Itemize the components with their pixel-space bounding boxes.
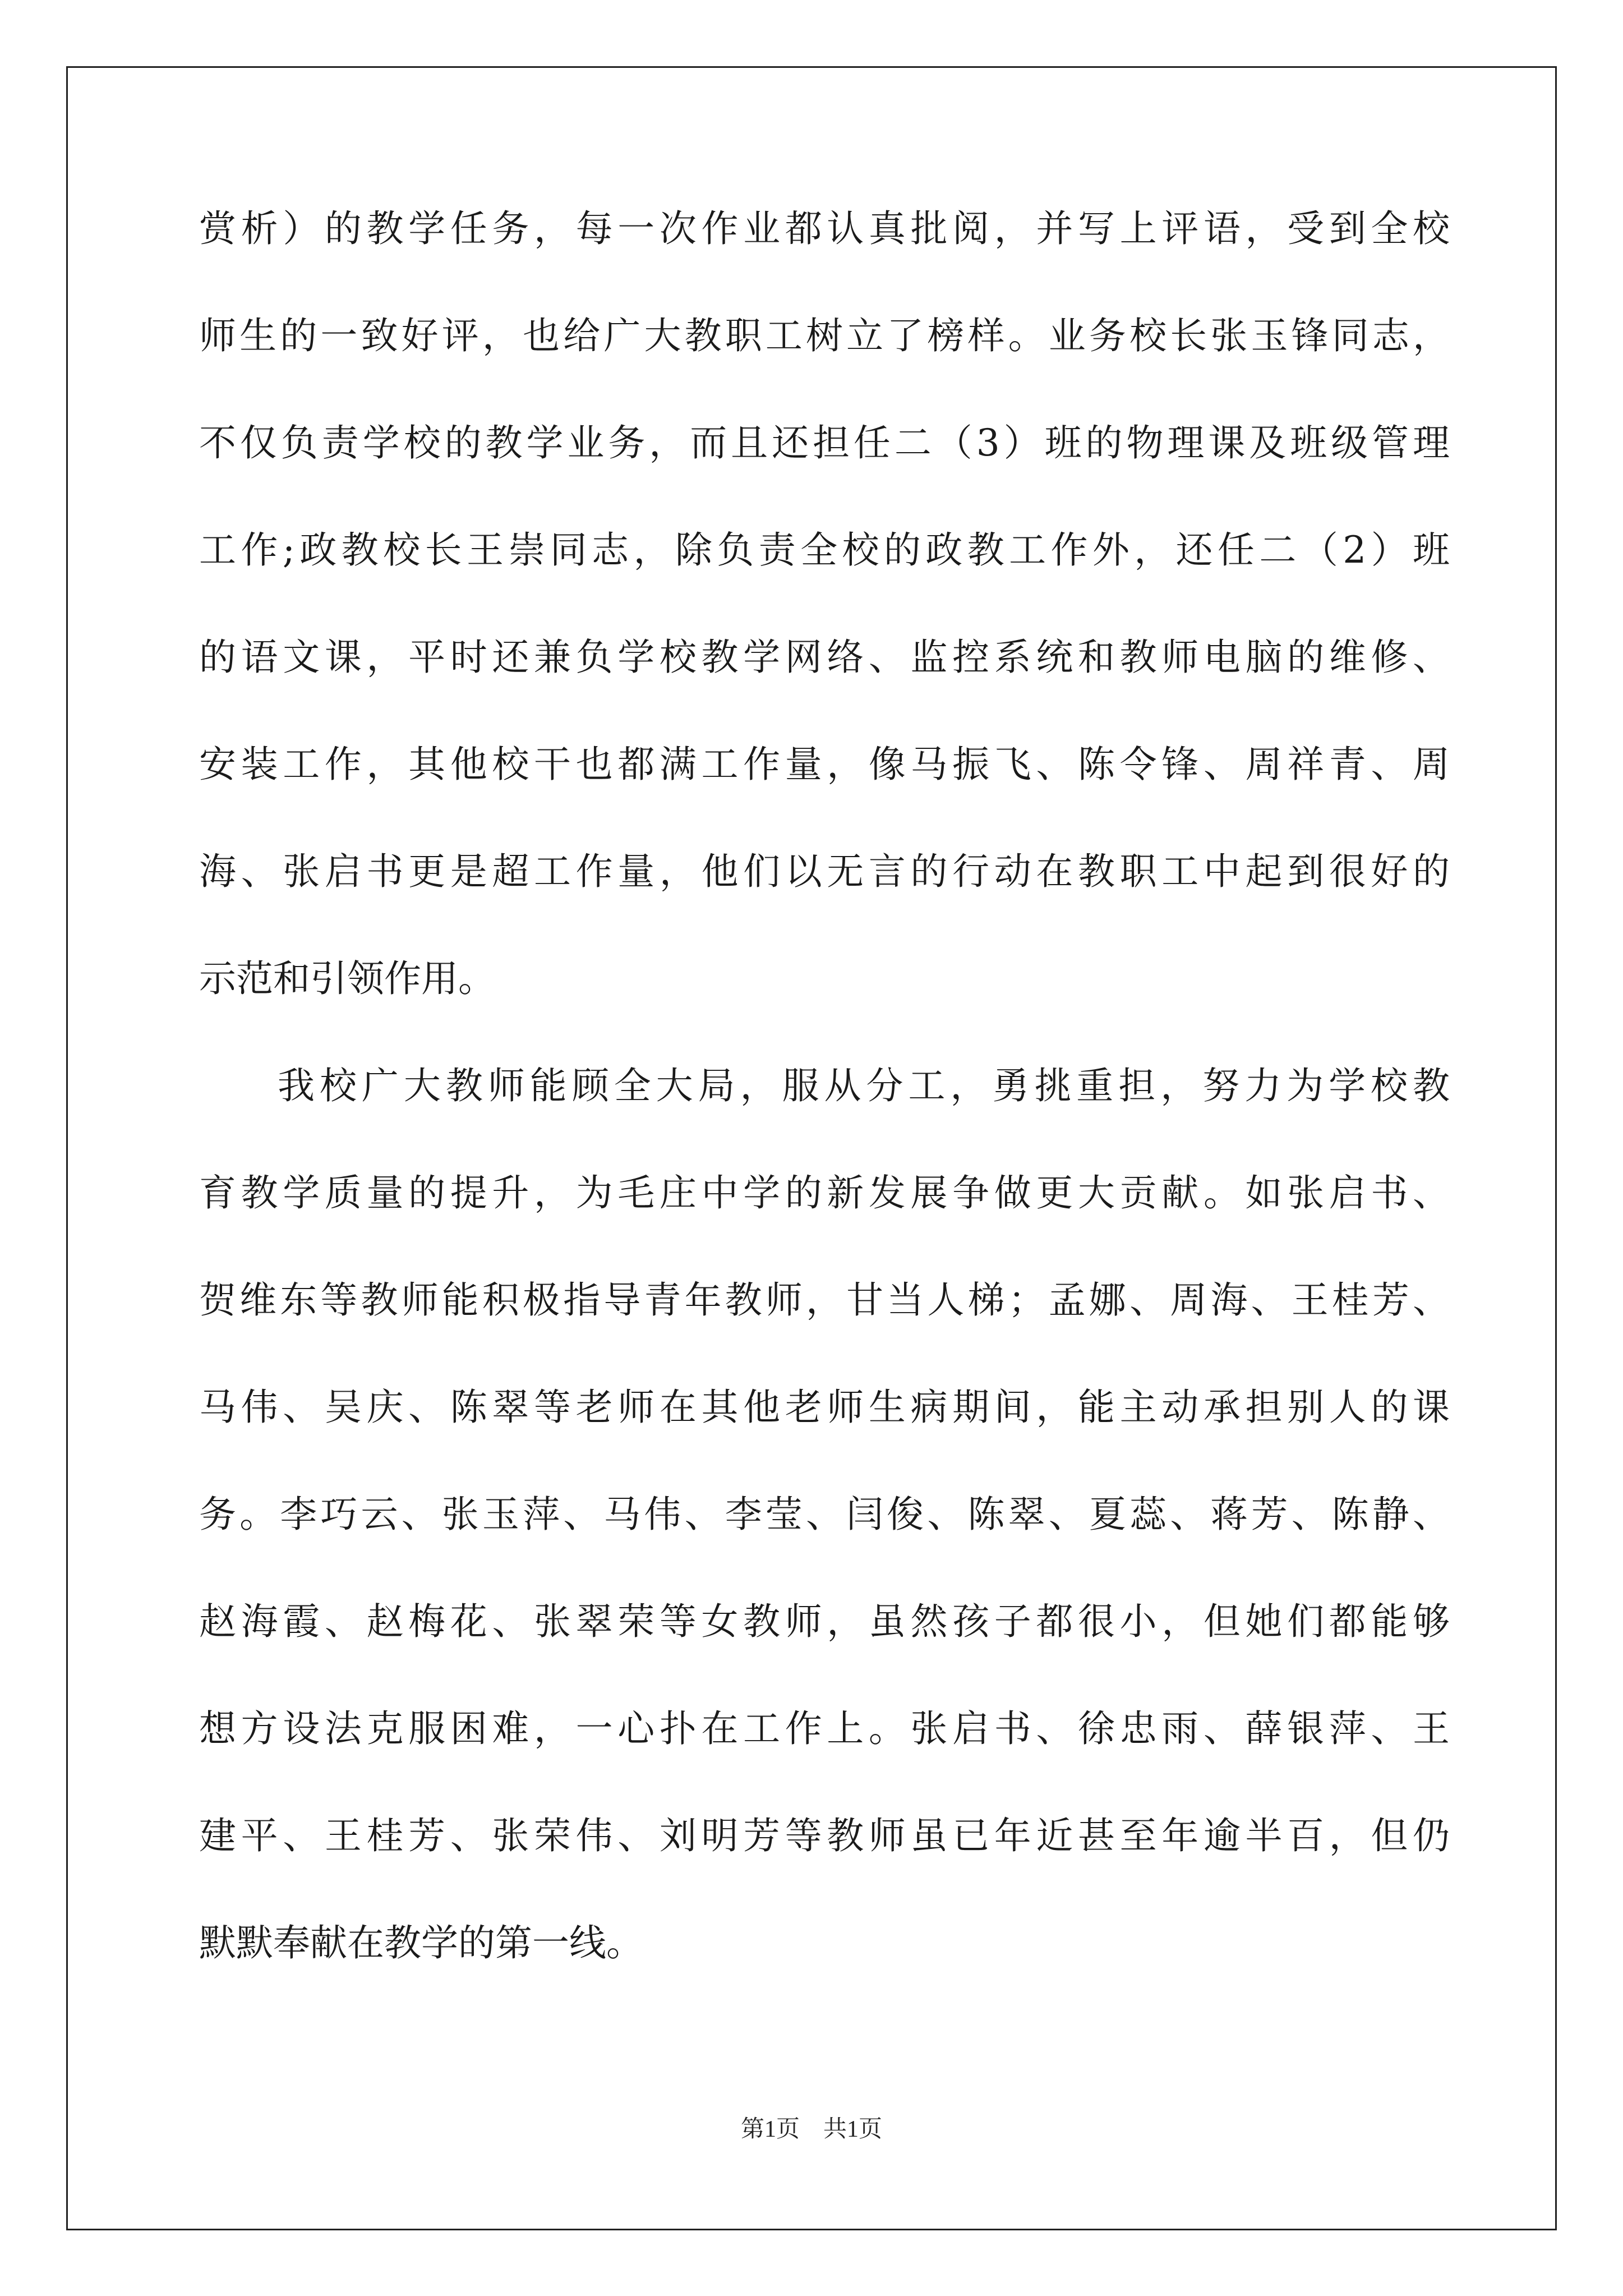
text-line: 海、张启书更是超工作量，他们以无言的行动在教职工中起到很好的	[199, 850, 1450, 893]
text-line: 建平、王桂芳、张荣伟、刘明芳等教师虽已年近甚至年逾半百，但仍	[199, 1814, 1450, 1857]
text-line: 我校广大教师能顾全大局，服从分工，勇挑重担，努力为学校教	[278, 1064, 1450, 1107]
text-line: 的语文课，平时还兼负学校教学网络、监控系统和教师电脑的维修、	[199, 636, 1450, 679]
text-line: 工作;政教校长王崇同志，除负责全校的政教工作外，还任二（2）班	[199, 528, 1450, 572]
page-number-footer: 第1页 共1页	[740, 2116, 882, 2142]
text-line: 想方设法克服困难，一心扑在工作上。张启书、徐忠雨、薛银萍、王	[199, 1707, 1450, 1750]
text-line: 默默奉献在教学的第一线。	[199, 1921, 643, 1964]
text-line: 师生的一致好评，也给广大教职工树立了榜样。业务校长张玉锋同志，	[199, 314, 1450, 357]
text-line: 示范和引领作用。	[199, 957, 495, 1000]
text-line: 不仅负责学校的教学业务，而且还担任二（3）班的物理课及班级管理	[199, 421, 1450, 464]
text-line: 安装工作，其他校干也都满工作量，像马振飞、陈令锋、周祥青、周	[199, 743, 1450, 786]
text-line: 赵海霞、赵梅花、张翠荣等女教师，虽然孩子都很小，但她们都能够	[199, 1600, 1450, 1643]
text-line: 育教学质量的提升，为毛庄中学的新发展争做更大贡献。如张启书、	[199, 1171, 1450, 1214]
document-body	[199, 207, 1450, 2032]
text-line: 赏析）的教学任务，每一次作业都认真批阅，并写上评语，受到全校	[199, 207, 1450, 250]
text-line: 马伟、吴庆、陈翠等老师在其他老师生病期间，能主动承担别人的课	[199, 1386, 1450, 1429]
text-line: 贺维东等教师能积极指导青年教师，甘当人梯；孟娜、周海、王桂芳、	[199, 1278, 1450, 1322]
text-line: 务。李巧云、张玉萍、马伟、李莹、闫俊、陈翠、夏蕊、蒋芳、陈静、	[199, 1493, 1450, 1536]
